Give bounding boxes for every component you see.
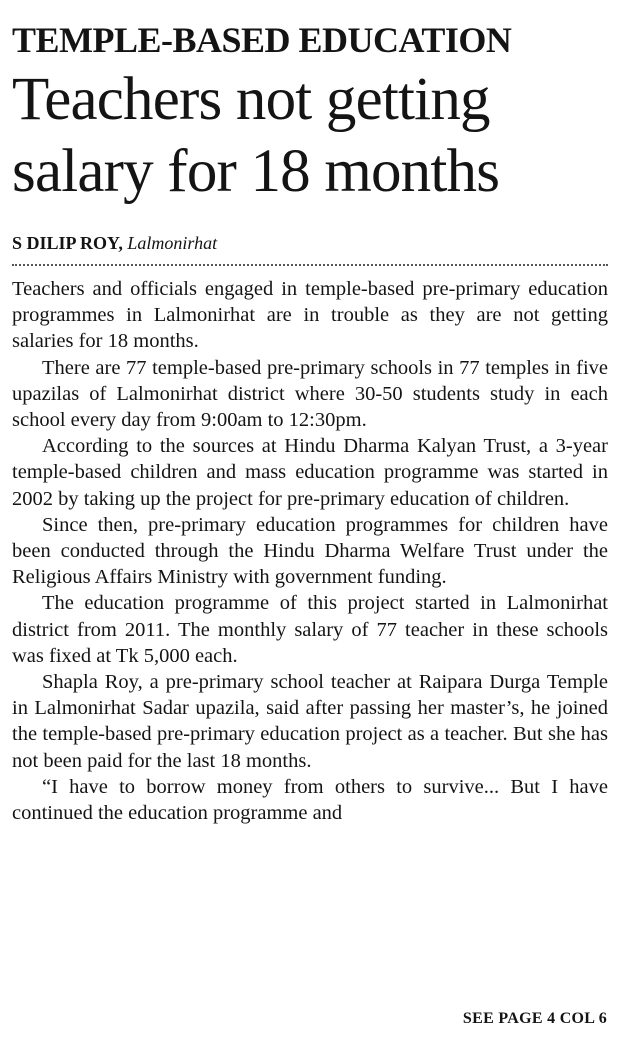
dotted-divider [12, 264, 608, 266]
article-headline: Teachers not getting salary for 18 months [12, 66, 500, 205]
body-paragraph: Since then, pre-primary education programmes for children have been conducted through the Hindu Dharma Welfare Trust under the Religious Affairs Ministry with government funding. [12, 513, 608, 589]
article-kicker: TEMPLE-BASED EDUCATION [12, 20, 512, 60]
body-paragraph: Shapla Roy, a pre-primary school teacher at Raipara Durga Temple in Lalmonirhat Sadar upazila, said after passing her master’s, he joined the temple-based pre-primary education project as a teacher. But she has not been paid for the last 18 months. [12, 671, 608, 772]
body-paragraph: According to the sources at Hindu Dharma Kalyan Trust, a 3-year temple-based children and mass education programme was started in 2002 by taking up the project for pre-primary education of children. [12, 435, 608, 510]
body-paragraph: Teachers and officials engaged in temple-based pre-primary education programmes in Lalmonirhat are in trouble as they are not getting salaries for 18 months. [12, 278, 608, 353]
news-article [12, 18, 608, 826]
byline [12, 232, 608, 254]
byline-location: Lalmonirhat [127, 233, 218, 253]
body-paragraph: There are 77 temple-based pre-primary schools in 77 temples in five upazilas of Lalmonirhat district where 30-50 students study in each school every day from 9:00am to 12:30pm. [12, 356, 608, 432]
body-paragraph: The education programme of this project started in Lalmonirhat district from 2011. The monthly salary of 77 teacher in these schools was fixed at Tk 5,000 each. [12, 592, 608, 667]
body-paragraph: “I have to borrow money from others to survive... But I have continued the education programme and [12, 775, 608, 825]
article-body [12, 276, 608, 826]
continuation-reference: SEE PAGE 4 COL 6 [462, 1010, 607, 1027]
byline-author: S DILIP ROY, [12, 233, 123, 253]
